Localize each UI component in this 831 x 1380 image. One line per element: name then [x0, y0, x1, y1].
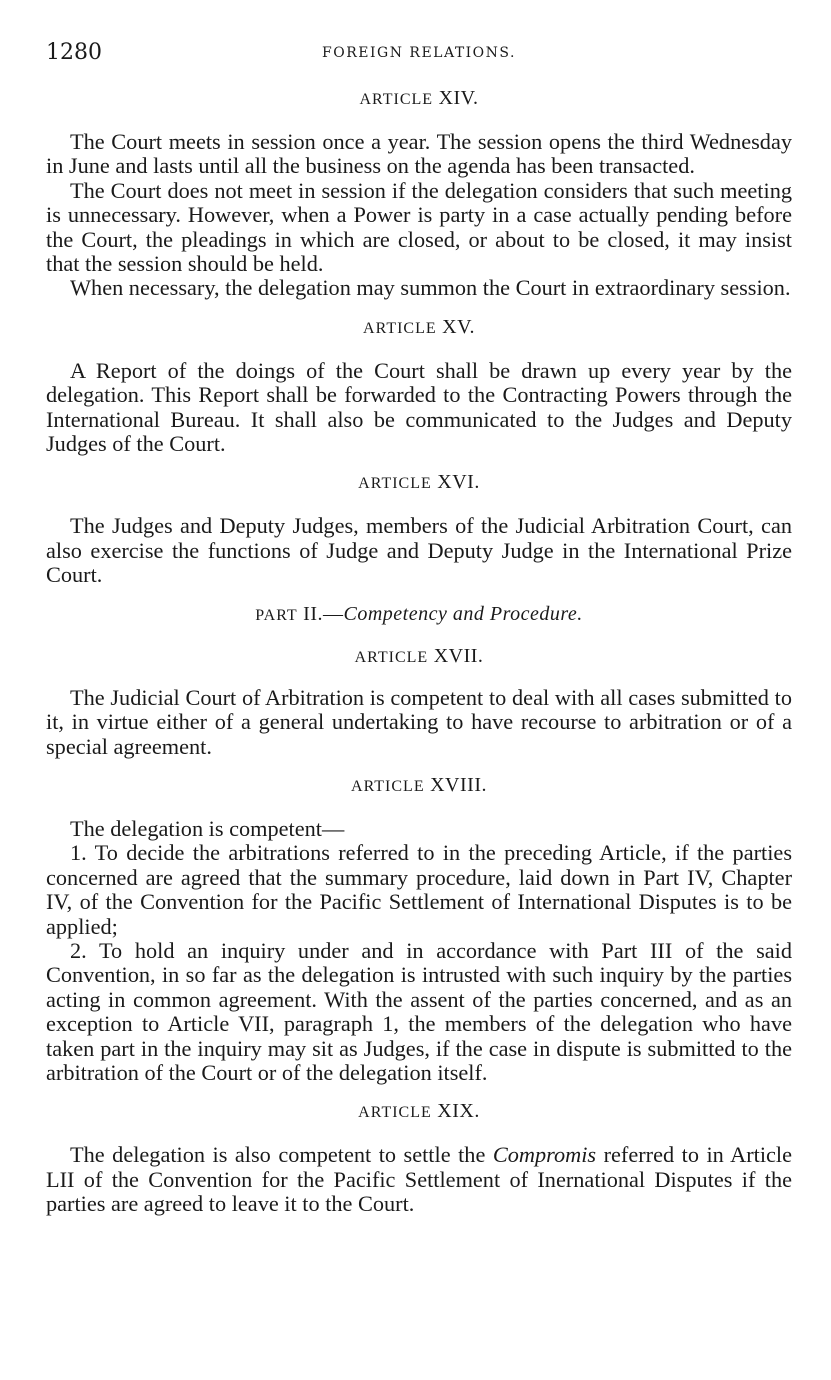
- paragraph: [46, 1143, 792, 1216]
- paragraph: The Judges and Deputy Judges, members of the Judicial Arbitration Court, can also exercise the functions of Judge and Deputy Judge in the International Prize Court.: [46, 513, 792, 588]
- paragraph-text: The delegation is also competent to settle the: [70, 1142, 493, 1168]
- paragraph-text: referred to in Article LII of the Convention for the Pacific Settlement of Inernational Disputes if the parties are agreed to leave it to the Court.: [46, 1142, 792, 1217]
- running-head: [46, 40, 792, 70]
- paragraph: The delegation is competent—: [70, 815, 345, 841]
- paragraph: 2. To hold an inquiry under and in accordance with Part III of the said Convention, in so far as the delegation is intrusted with such inquiry by the parties acting in common agreement. With the assent of the parties concerned, and as an exception to Article VII, paragraph 1, the members of the delegation who have taken part in the inquiry may sit as Judges, if the case in dispute is submitted to the arbitration of the Court or of the delegation itself.: [46, 937, 792, 1085]
- part-ii-title: [46, 602, 792, 632]
- heading-word: ARTICLE: [358, 475, 432, 493]
- heading-number: XIV.: [438, 87, 479, 109]
- paragraph: The Court meets in session once a year. The session opens the third Wednesday in June and lasts until all the business on the agenda has been transacted.: [46, 129, 792, 179]
- article-xvii-heading: [46, 644, 792, 674]
- heading-number: XVI.: [437, 471, 480, 494]
- compromis-term: Compromis: [492, 1142, 597, 1168]
- heading-number: XIX.: [437, 1100, 480, 1123]
- paragraph: The Court does not meet in session if the delegation considers that such meeting is unnecessary. However, when a Power is party in a case actually pending before the Court, the pleadings in which are closed, or about to be closed, it may insist that the session should be held.: [46, 177, 792, 277]
- heading-word: ARTICLE: [358, 1104, 432, 1122]
- paragraph: A Report of the doings of the Court shall be drawn up every year by the delegation. This Report shall be forwarded to the Contracting Powers through the International Bureau. It shall also be communicated to the Judges and Deputy Judges of the Court.: [46, 357, 792, 457]
- heading-word: ARTICLE: [354, 648, 429, 666]
- heading-number: XVII.: [433, 644, 484, 667]
- paragraph: The Judicial Court of Arbitration is competent to deal with all cases submitted to it, in virtue either of a general undertaking to have recourse to arbitration or of a special agreement.: [46, 684, 792, 759]
- part-subtitle: Competency and Procedure.: [343, 602, 583, 625]
- paragraph: 1. To decide the arbitrations referred to in the preceding Article, if the parties concerned are agreed that the summary procedure, laid down in Part IV, Chapter IV, of the Convention for the Pacific Settlement of International Disputes is to be applied;: [46, 840, 792, 939]
- part-word: PART: [255, 606, 298, 624]
- article-xv-heading: [46, 315, 792, 345]
- heading-number: XVIII.: [430, 773, 487, 796]
- article-xviii-heading: [46, 773, 792, 803]
- article-xvi-heading: [46, 470, 792, 500]
- heading-number: XV.: [442, 315, 475, 338]
- article-xix-heading: [46, 1099, 792, 1129]
- running-title: FOREIGN RELATIONS.: [322, 45, 516, 61]
- heading-word: ARTICLE: [351, 777, 425, 795]
- page-number: 1280: [46, 40, 102, 65]
- article-xiv-heading: [46, 86, 792, 116]
- heading-word: ARTICLE: [363, 319, 437, 337]
- paragraph: When necessary, the delegation may summon the Court in extraordinary session.: [70, 275, 791, 301]
- part-number: II.—: [303, 602, 344, 625]
- heading-word: ARTICLE: [359, 91, 434, 108]
- document-body: [46, 86, 792, 1217]
